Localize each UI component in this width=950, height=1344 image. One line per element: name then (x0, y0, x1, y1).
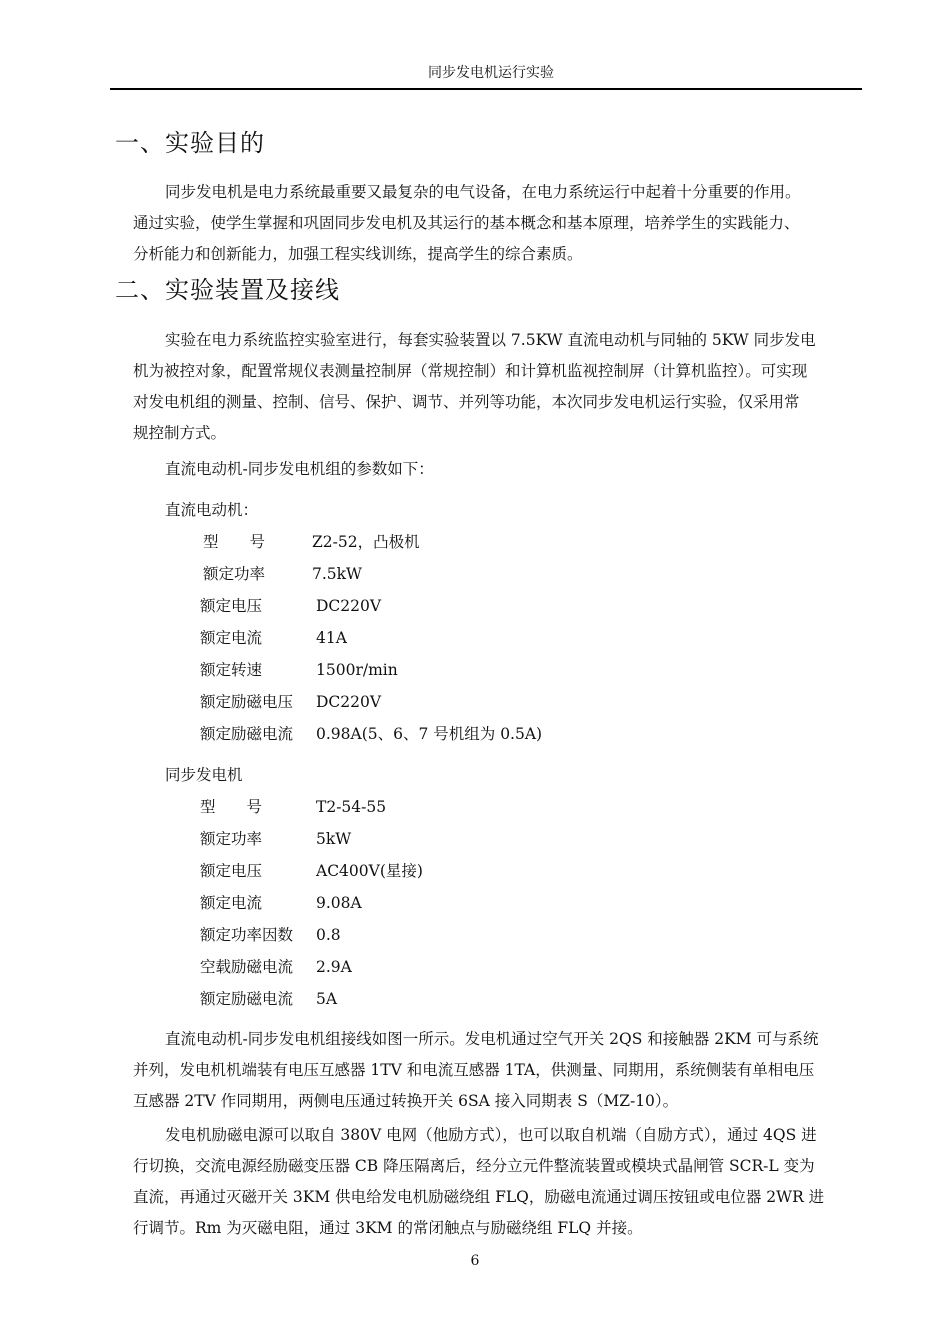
param-value: 0.8 (316, 926, 341, 944)
param-label: 额定电压 (200, 597, 263, 615)
paragraph-line: 直流，再通过灭磁开关 3KM 供电给发电机励磁绕组 FLQ，励磁电流通过调压按钮或电位器 2WR 进 (133, 1188, 825, 1206)
param-label: 额定功率因数 (200, 926, 294, 944)
wiring-paragraph (133, 1024, 860, 1117)
param-label: 额定励磁电流 (200, 990, 294, 1008)
header-title: 同步发电机运行实验 (428, 65, 554, 81)
section-2-intro-paragraph (133, 325, 860, 449)
param-label: 额定转速 (200, 661, 263, 679)
excitation-paragraph (133, 1120, 860, 1244)
dc-motor-title: 直流电动机： (165, 501, 259, 519)
paragraph-line: 并列，发电机机端装有电压互感器 1TV 和电流互感器 1TA，供测量、同期用，系统侧装有单相电压 (133, 1061, 815, 1079)
paragraph-line: 通过实验，使学生掌握和巩固同步发电机及其运行的基本概念和基本原理，培养学生的实践能力、 (133, 214, 800, 232)
param-value: 1500r/min (316, 661, 398, 679)
paragraph-line: 发电机励磁电源可以取自 380V 电网（他励方式），也可以取自机端（自励方式），通过 4QS 进 (165, 1126, 817, 1144)
param-value: AC400V(星接) (316, 862, 423, 880)
paragraph-line: 对发电机组的测量、控制、信号、保护、调节、并列等功能，本次同步发电机运行实验，仅采用常 (133, 393, 800, 411)
param-value: 0.98A(5、6、7 号机组为 0.5A) (316, 725, 543, 743)
paragraph-line: 同步发电机是电力系统最重要又最复杂的电气设备，在电力系统运行中起着十分重要的作用。 (165, 183, 801, 201)
section-1-heading: 一、实验目的 (115, 129, 265, 157)
param-value: DC220V (316, 693, 382, 711)
paragraph-line: 实验在电力系统监控实验室进行，每套实验装置以 7.5KW 直流电动机与同轴的 5KW 同步发电 (165, 331, 816, 349)
paragraph-line: 行调节。Rm 为灭磁电阻，通过 3KM 的常闭触点与励磁绕组 FLQ 并接。 (133, 1219, 643, 1237)
paragraph-line: 分析能力和创新能力，加强工程实线训练，提高学生的综合素质。 (133, 245, 583, 263)
running-header (110, 62, 862, 90)
params-intro: 直流电动机-同步发电机组的参数如下： (165, 460, 434, 478)
param-value: 7.5kW (312, 565, 362, 583)
param-value: 5A (316, 990, 338, 1008)
param-value: DC220V (316, 597, 382, 615)
param-label: 额定电流 (200, 894, 263, 912)
section-1-paragraph (133, 177, 860, 270)
param-label: 额定电压 (200, 862, 263, 880)
param-value: 41A (316, 629, 347, 647)
param-label: 空载励磁电流 (200, 958, 294, 976)
paragraph-line: 直流电动机-同步发电机组接线如图一所示。发电机通过空气开关 2QS 和接触器 2KM 可与系统 (165, 1030, 819, 1048)
paragraph-line: 机为被控对象，配置常规仪表测量控制屏（常规控制）和计算机监视控制屏（计算机监控）。可实现 (133, 362, 808, 380)
param-label: 型 号 (203, 533, 266, 551)
param-label: 额定电流 (200, 629, 263, 647)
sync-gen-title: 同步发电机 (165, 766, 243, 784)
param-label: 额定功率 (200, 830, 263, 848)
param-label: 额定励磁电压 (200, 693, 294, 711)
paragraph-line: 互感器 2TV 作同期用，两侧电压通过转换开关 6SA 接入同期表 S（MZ-10）。 (133, 1092, 679, 1110)
paragraph-line: 规控制方式。 (133, 424, 227, 442)
param-value: T2-54-55 (316, 798, 387, 816)
param-value: 2.9A (316, 958, 352, 976)
param-value: 5kW (316, 830, 352, 848)
param-value: Z2-52，凸极机 (312, 533, 420, 551)
page-number: 6 (470, 1253, 480, 1269)
param-label: 额定励磁电流 (200, 725, 294, 743)
param-label: 额定功率 (203, 565, 266, 583)
param-label: 型 号 (200, 798, 263, 816)
section-2-heading: 二、实验装置及接线 (115, 276, 340, 304)
paragraph-line: 行切换，交流电源经励磁变压器 CB 降压隔离后，经分立元件整流装置或模块式晶闸管 SCR-L 变为 (133, 1157, 815, 1175)
param-value: 9.08A (316, 894, 362, 912)
